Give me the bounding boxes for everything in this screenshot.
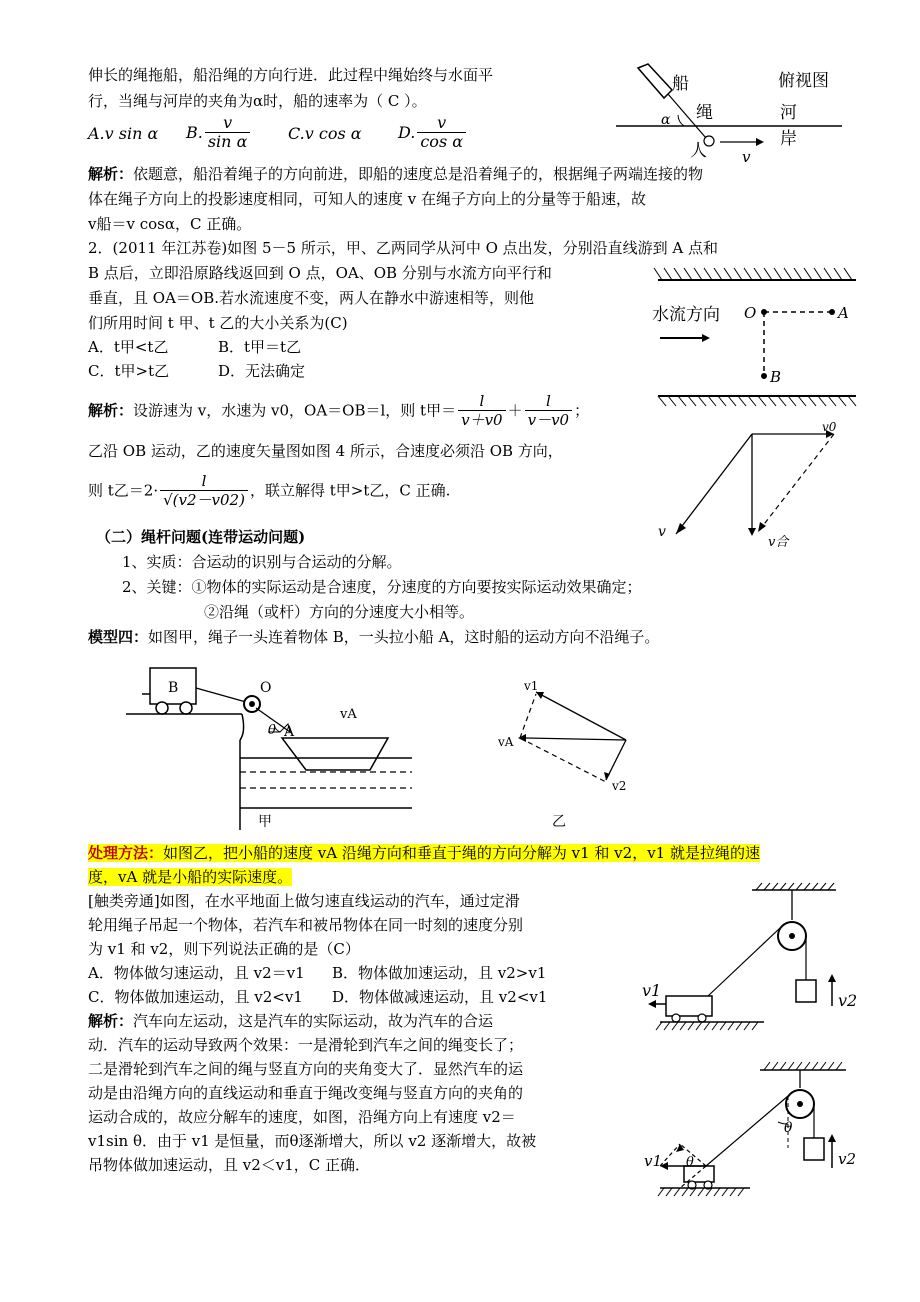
boat-shape — [638, 64, 672, 98]
model4-line: 模型四：如图甲，绳子一头连着物体 B，一头拉小船 A，这时船的运动方向不沿绳子。 — [88, 628, 660, 646]
label-topview: 俯视图 — [778, 71, 829, 91]
section2-point1: 1、实质：合运动的识别与合运动的分解。 — [122, 553, 402, 571]
q3-option-c: C．物体做加速运动，且 v2<v1 — [88, 988, 303, 1006]
q2-analysis-line2: 乙沿 OB 运动，乙的速度矢量图如图 4 所示，合速度必须沿 OB 方向， — [88, 442, 563, 460]
label-vA-yi: vA — [498, 735, 514, 749]
q2-option-a: A．t甲<t乙 — [88, 338, 169, 356]
label-person: 人 — [690, 141, 707, 161]
q2-analysis-line1: 解析：设游速为 v，水速为 v0，OA＝OB＝l，则 t甲＝ $\frac{l}{v+v0}$ ＋ $\frac{l}{v-v0}$ ； — [88, 392, 590, 429]
method-line1: 处理方法：如图乙，把小船的速度 vA 沿绳方向和垂直于绳的方向分解为 v1 和 v2，v1 就是拉绳的速 — [88, 844, 760, 862]
q2-line3: 垂直，且 OA＝OB.若水流速度不变，两人在静水中游速相等，则他 — [88, 289, 534, 307]
label-theta-pulley: θ — [784, 1120, 793, 1136]
label-A: A — [838, 304, 849, 322]
q3-option-a: A．物体做匀速运动，且 v2＝v1 — [88, 964, 305, 982]
label-v2-load-b: v2 — [838, 1150, 857, 1168]
section2-point2: 2、关键：①物体的实际运动是合速度，分速度的方向要按实际运动效果确定； — [122, 578, 642, 596]
q2-analysis-line3: 则 t乙＝2· $\frac{l}{√(v2-v02)}$ ，联立解得 t甲>t乙，C 正确. — [88, 472, 451, 509]
label-theta-car: θ — [686, 1155, 694, 1170]
label-O: O — [744, 304, 757, 322]
q3-analysis-line7: 吊物体做加速运动，且 v2＜v1，C 正确． — [88, 1156, 371, 1174]
q1-analysis-line2: 体在绳子方向上的投影速度相同，可知人的速度 v 在绳子方向上的分量等于船速，故 — [88, 190, 647, 208]
q2-option-c: C．t甲>t乙 — [88, 362, 170, 380]
q2-river-figure — [646, 262, 868, 408]
q1-analysis-line1: 解析：依题意，船沿着绳子的方向前进，即船的速度总是沿着绳子的，根据绳子两端连接的物 — [88, 165, 704, 183]
q2-line2: B 点后，立即沿原路线返回到 O 点，OA、OB 分别与水流方向平行和 — [88, 264, 552, 282]
q3-line3: 为 v1 和 v2，则下列说法正确的是（C） — [88, 940, 360, 958]
q2-option-d: D．无法确定 — [218, 362, 306, 380]
section2-point3: ②沿绳（或杆）方向的分速度大小相等。 — [204, 603, 475, 621]
label-v: v — [742, 148, 751, 166]
model4-figure-jia — [122, 662, 422, 830]
q1-option-c: C.v cos α — [288, 124, 362, 143]
label-yi: 乙 — [552, 814, 566, 830]
label-v-vector: v — [658, 524, 666, 540]
label-v1-yi: v1 — [524, 679, 539, 693]
q1-line1: 伸长的绳拖船，船沿绳的方向行进．此过程中绳始终与水面平 — [88, 66, 494, 84]
label-jia: 甲 — [258, 814, 272, 830]
label-v-resultant: v合 — [768, 535, 789, 550]
q3-line2: 轮用绳子吊起一个物体，若汽车和被吊物体在同一时刻的速度分别 — [88, 916, 524, 934]
q1-option-a: A.v sin α — [88, 124, 159, 143]
label-v1-car-b: v1 — [644, 1152, 663, 1170]
q3-option-b: B．物体做加速运动，且 v2>v1 — [332, 964, 547, 982]
method-line2: 度，vA 就是小船的实际速度。 — [88, 868, 293, 886]
q3-analysis-line1: 解析：汽车向左运动，这是汽车的实际运动，故为汽车的合运 — [88, 1012, 494, 1030]
q2-vector-figure — [650, 418, 850, 554]
model4-figure-yi — [496, 672, 646, 832]
label-v2-load: v2 — [838, 991, 858, 1010]
q3-option-d: D．物体做减速运动，且 v2<v1 — [332, 988, 548, 1006]
label-theta-jia: θ — [268, 723, 276, 738]
label-river: 河 — [780, 103, 797, 123]
label-flow-direction: 水流方向 — [652, 305, 720, 325]
label-vA-jia: vA — [340, 707, 357, 722]
label-v2-yi: v2 — [612, 779, 627, 793]
q3-car-decomposition-figure — [640, 1058, 860, 1208]
q3-analysis-line4: 动是由沿绳方向的直线运动和垂直于绳改变绳与竖直方向的夹角的 — [88, 1084, 524, 1102]
q3-analysis-line6: v1sin θ．由于 v1 是恒量，而θ逐渐增大，所以 v2 逐渐增大，故被 — [88, 1132, 537, 1150]
label-B-box: B — [168, 680, 179, 696]
label-O-pulley: O — [260, 680, 272, 696]
q1-option-b: B. $\frac{v}{\text{sin α}}$ — [186, 114, 252, 151]
label-A-boat: A — [284, 724, 295, 740]
q3-analysis-line3: 二是滑轮到汽车之间的绳与竖直方向的夹角变大了．显然汽车的运 — [88, 1060, 524, 1078]
q1-line2: 行，当绳与河岸的夹角为α时，船的速率为（ C ）。 — [88, 92, 427, 110]
q2-option-b: B．t甲＝t乙 — [218, 338, 302, 356]
label-v1-car: v1 — [642, 981, 662, 1000]
label-B: B — [770, 368, 782, 386]
q1-analysis-line3: v船＝v cosα，C 正确。 — [88, 215, 252, 233]
q3-line1: [触类旁通]如图，在水平地面上做匀速直线运动的汽车，通过定滑 — [88, 892, 520, 910]
q2-line1: 2．(2011 年江苏卷)如图 5－5 所示，甲、乙两同学从河中 O 点出发，分别沿直线游到 A 点和 — [88, 239, 719, 257]
label-boat: 船 — [672, 74, 689, 94]
section2-title: （二）绳杆问题(连带运动问题) — [96, 528, 306, 546]
q2-line4: 们所用时间 t 甲、t 乙的大小关系为(C) — [88, 314, 348, 332]
label-alpha: α — [661, 112, 671, 128]
q1-option-d: D. $\frac{v}{\text{cos α}}$ — [398, 114, 468, 151]
q3-analysis-line5: 运动合成的，故应分解车的速度，如图，沿绳方向上有速度 v2＝ — [88, 1108, 516, 1126]
label-rope: 绳 — [696, 103, 713, 123]
q1-boat-figure — [610, 60, 850, 170]
label-v0: v0 — [822, 420, 837, 434]
q3-analysis-line2: 动．汽车的运动导致两个效果：一是滑轮到汽车之间的绳变长了； — [88, 1036, 524, 1054]
q3-car-pulley-figure — [640, 882, 860, 1042]
label-bank: 岸 — [780, 129, 797, 149]
